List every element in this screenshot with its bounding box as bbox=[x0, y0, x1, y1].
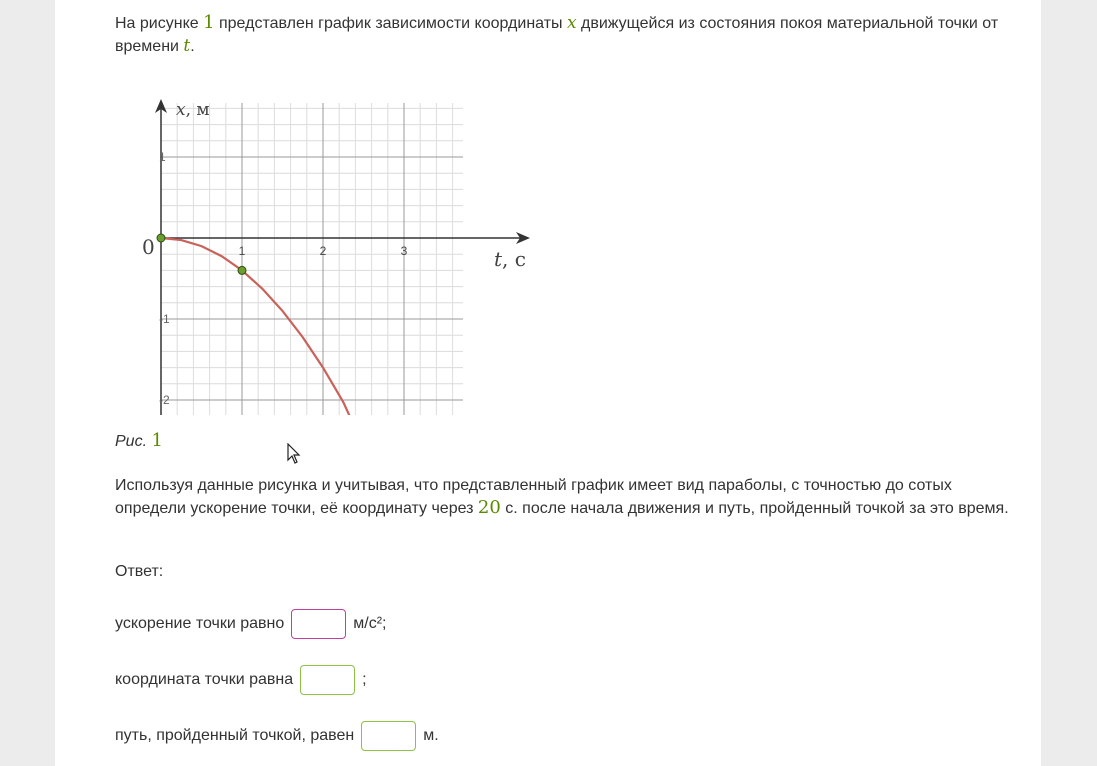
path-input[interactable] bbox=[361, 721, 416, 751]
path-label: путь, пройденный точкой, равен bbox=[115, 727, 355, 744]
coordinate-input[interactable] bbox=[300, 665, 355, 695]
y-tick-label: -2 bbox=[159, 393, 170, 407]
task-page bbox=[55, 0, 1041, 766]
mouse-pointer-icon bbox=[287, 443, 301, 470]
path-unit: м. bbox=[423, 727, 439, 744]
figure-caption-number: 1 bbox=[151, 430, 163, 451]
series-line bbox=[161, 238, 350, 416]
origin-label: 0 bbox=[142, 235, 155, 259]
coordinate-label: координата точки равна bbox=[115, 671, 294, 688]
var-t: t bbox=[183, 36, 191, 56]
figure-caption: Рис. 1 bbox=[115, 430, 163, 451]
y-axis-label: x, м bbox=[176, 100, 210, 120]
var-x: x bbox=[566, 13, 577, 33]
answer-row-path bbox=[115, 719, 439, 753]
tick-labels bbox=[159, 150, 408, 407]
y-tick-label: 1 bbox=[159, 150, 166, 164]
answer-row-acceleration bbox=[115, 607, 386, 641]
answer-label: Ответ: bbox=[115, 563, 164, 580]
y-tick-label: -1 bbox=[159, 312, 170, 326]
data-point bbox=[238, 266, 246, 274]
x-tick-label: 2 bbox=[319, 244, 327, 258]
time-value: 20 bbox=[477, 497, 501, 518]
task-intro: На рисунке 1 представлен график зависимости координаты x движущейся из состояния покоя материальной точки от времени t. bbox=[115, 12, 999, 56]
data-point bbox=[157, 234, 165, 242]
x-tick-label: 1 bbox=[238, 244, 246, 258]
acceleration-input[interactable] bbox=[291, 609, 346, 639]
parabola-curve bbox=[161, 238, 350, 416]
answer-row-coordinate bbox=[115, 663, 367, 697]
grid-major bbox=[161, 103, 463, 415]
acceleration-unit: м/с²; bbox=[353, 615, 387, 632]
x-tick-label: 3 bbox=[400, 244, 408, 258]
coordinate-unit: ; bbox=[362, 671, 367, 688]
position-time-graph bbox=[130, 95, 550, 425]
x-axis-label: t, с bbox=[494, 247, 526, 271]
task-question: Используя данные рисунка и учитывая, что представленный график имеет вид параболы, с точностью до сотых определи ускорение точки, её координату через 20 с. после начала движения и путь, пройденный точкой за это время. bbox=[115, 477, 1009, 518]
grid-minor bbox=[161, 103, 463, 415]
acceleration-label: ускорение точки равно bbox=[115, 615, 285, 632]
figure-number: 1 bbox=[203, 12, 215, 33]
